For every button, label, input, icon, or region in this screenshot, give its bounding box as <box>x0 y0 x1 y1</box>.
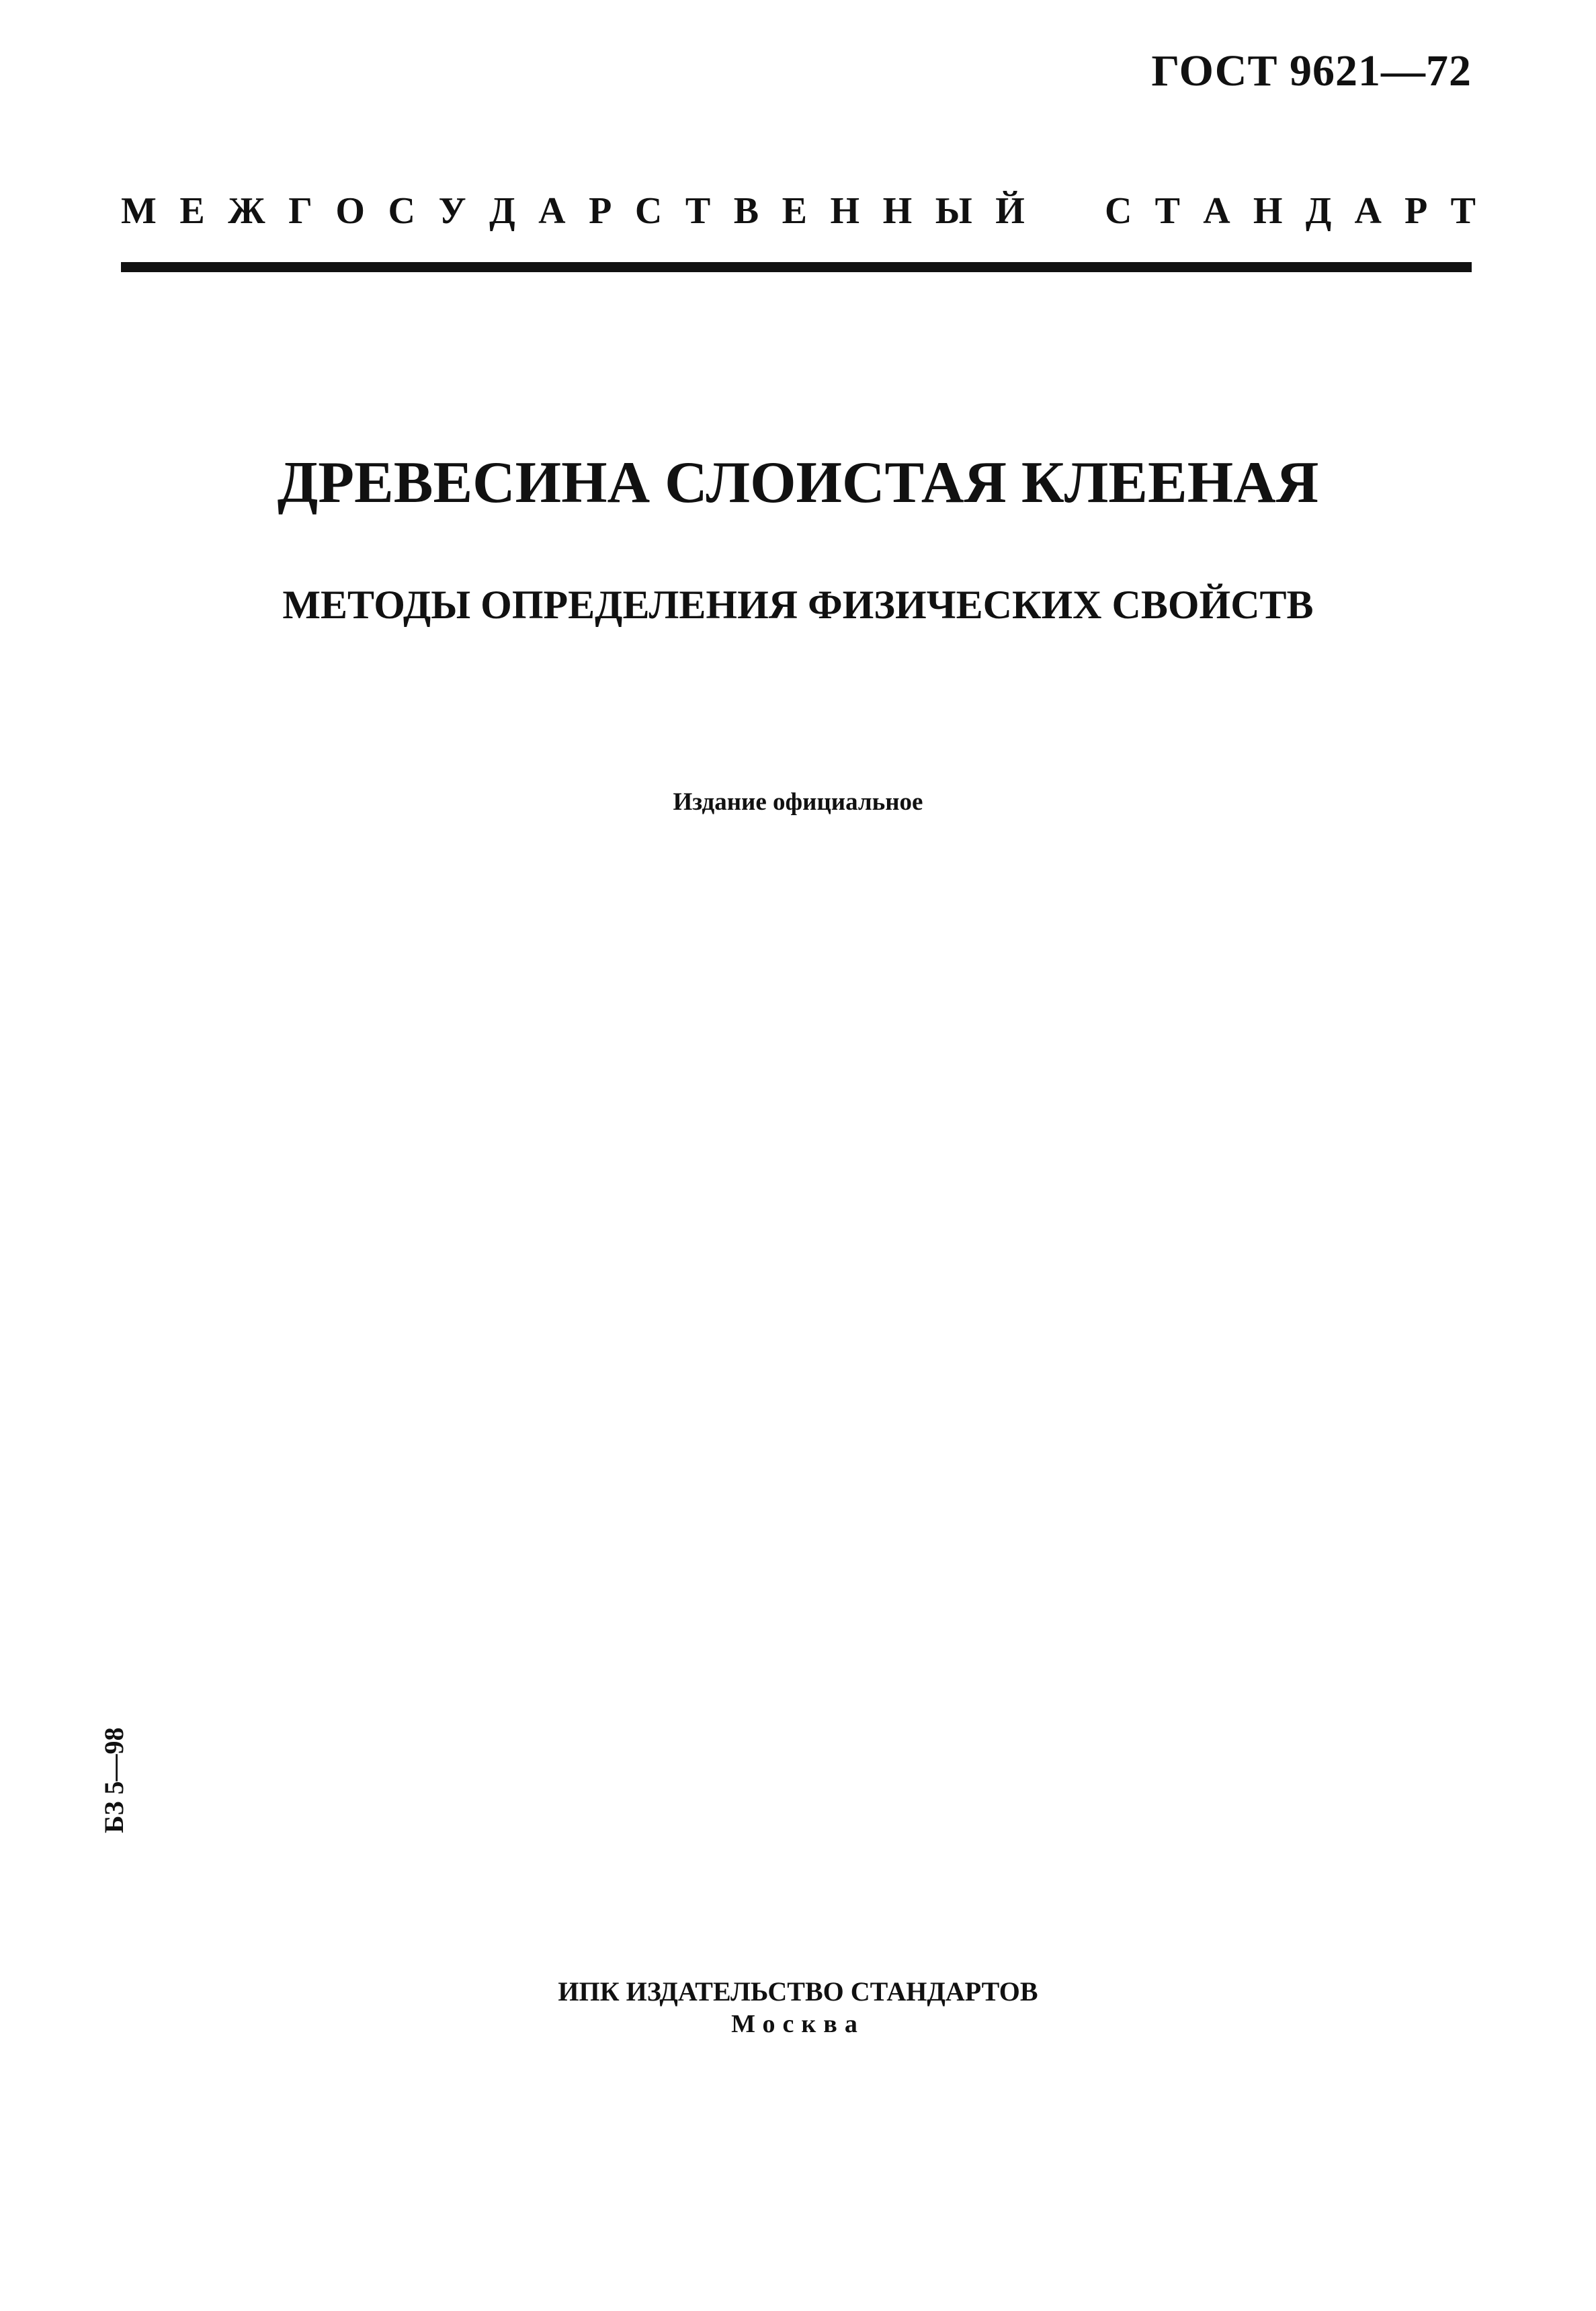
category-letter: Д <box>489 190 515 232</box>
side-catalog-code: БЗ 5—98 <box>99 1727 129 1833</box>
publisher-city: Москва <box>731 2010 865 2038</box>
category-letter: С <box>388 190 415 232</box>
document-number: ГОСТ 9621—72 <box>1151 46 1472 95</box>
category-letter: В <box>733 190 759 232</box>
category-letter: А <box>1203 190 1230 232</box>
category-letter: Г <box>288 190 312 232</box>
category-letter: Р <box>1404 190 1428 232</box>
category-letter: С <box>634 190 663 232</box>
category-letter: Н <box>830 190 860 232</box>
publisher-name: ИПК ИЗДАТЕЛЬСТВО СТАНДАРТОВ <box>558 1976 1038 2007</box>
edition-note: Издание официальное <box>673 788 923 816</box>
category-letter: М <box>121 190 157 232</box>
category-letter: Е <box>782 190 807 232</box>
category-word-standard <box>1105 190 1476 233</box>
category-letter: Н <box>1253 190 1283 232</box>
category-letter: Д <box>1305 190 1332 232</box>
category-letter: Т <box>1450 190 1476 232</box>
standard-category <box>121 190 1476 233</box>
category-letter: А <box>1354 190 1382 232</box>
document-title: ДРЕВЕСИНА СЛОИСТАЯ КЛЕЕНАЯ <box>277 450 1319 515</box>
category-word-interstate <box>121 190 1025 233</box>
category-letter: А <box>538 190 566 232</box>
category-letter: Т <box>1154 190 1181 232</box>
category-letter: Е <box>179 190 205 232</box>
category-letter: Н <box>882 190 913 232</box>
category-letter: О <box>335 190 365 232</box>
category-letter: С <box>1105 190 1132 232</box>
category-letter: Т <box>685 190 711 232</box>
header-rule <box>121 262 1472 272</box>
category-letter: Ж <box>228 190 265 232</box>
document-subtitle: МЕТОДЫ ОПРЕДЕЛЕНИЯ ФИЗИЧЕСКИХ СВОЙСТВ <box>282 583 1314 627</box>
category-letter: Ы <box>935 190 972 232</box>
category-letter: У <box>438 190 466 232</box>
category-letter: Р <box>589 190 612 232</box>
category-letter: Й <box>995 190 1025 232</box>
